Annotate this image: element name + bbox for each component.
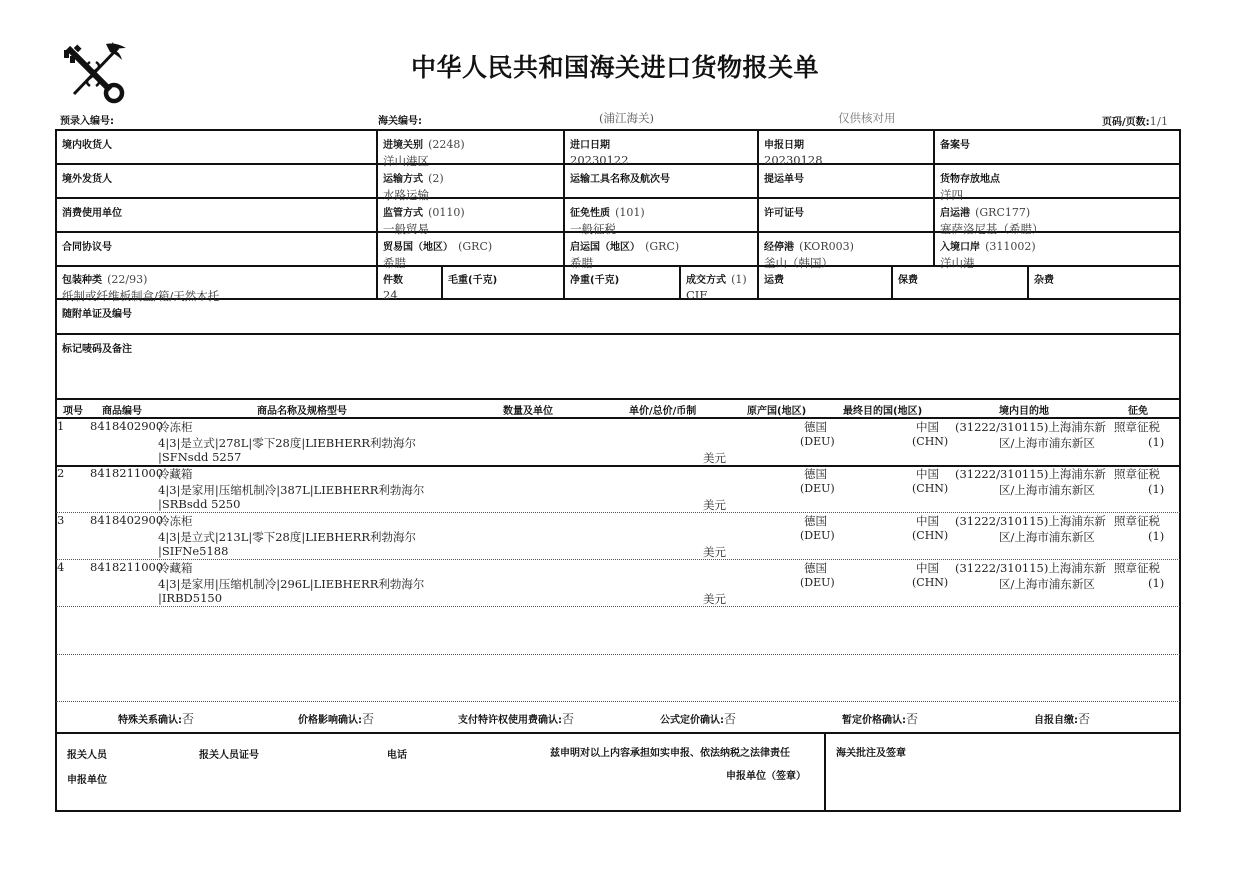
item-model: |SRBsdd 5250 [158,497,241,511]
item-name: 冷藏箱 [158,561,193,575]
page-title: 中华人民共和国海关进口货物报关单 [410,53,819,82]
item-destination-code: (CHN) [912,529,949,542]
item-spec: 4|3|是立式|213L|零下28度|LIEBHERR利勃海尔 [158,530,416,544]
col-header-origin: 原产国(地区) [747,406,807,417]
item-hs-code: 8418211000 [90,560,164,574]
field-marks-remarks: 标记唛码及备注 [62,344,132,355]
page-value: 1/1 [1149,114,1169,128]
item-origin-code: (DEU) [800,435,835,448]
item-model: |SIFNe5188 [158,544,229,558]
item-destination-code: (CHN) [912,576,949,589]
field-bill-no: 提运单号 [764,174,804,185]
field-trade-terms: 成交方式 (1) CIF [686,273,747,302]
field-freight: 运费 [764,275,784,286]
item-levy: 照章征税 [1114,514,1160,528]
item-name: 冷藏箱 [158,467,193,481]
pre-entry-no-label: 预录入编号: [60,116,114,127]
item-model: |IRBD5150 [158,591,223,605]
item-domestic-dest: (31222/310115)上海浦东新 [955,514,1106,528]
field-trade-country: 贸易国（地区） (GRC) 希腊 [383,240,493,270]
customs-endorsement-label: 海关批注及签章 [836,748,906,759]
item-origin: 德国 [804,467,827,481]
table-row [57,419,1179,466]
field-net-weight: 净重(千克) [570,275,620,286]
item-levy: 照章征税 [1114,561,1160,575]
confirm-special-relationship: 特殊关系确认:否 [118,712,195,726]
item-destination-code: (CHN) [912,435,949,448]
item-origin: 德国 [804,561,827,575]
item-destination: 中国 [916,467,939,481]
item-origin-code: (DEU) [800,529,835,542]
phone-label: 电话 [387,750,407,761]
item-origin: 德国 [804,514,827,528]
col-header-hs-code: 商品编号 [102,406,142,417]
item-spec: 4|3|是家用|压缩机制冷|296L|LIEBHERR利勃海尔 [158,577,425,591]
confirm-provisional-price: 暂定价格确认:否 [842,712,919,726]
field-record-no: 备案号 [940,140,970,151]
item-spec: 4|3|是家用|压缩机制冷|387L|LIEBHERR利勃海尔 [158,483,425,497]
field-shipper: 境外发货人 [62,174,112,185]
field-entry-customs: 进境关别 (2248) 洋山港区 [383,138,465,168]
item-hs-code: 8418402900 [90,513,164,527]
field-misc-fees: 杂费 [1034,275,1054,286]
field-entry-port: 入境口岸 (311002) 洋山港 [940,240,1036,270]
item-hs-code: 8418211000 [90,466,164,480]
col-header-domestic-dest: 境内目的地 [999,406,1049,417]
item-name: 冷冻柜 [158,420,193,434]
field-storage: 货物存放地点 洋四 [940,174,1000,202]
page-indicator [1102,110,1168,129]
item-levy-code: (1) [1148,529,1165,543]
field-license: 许可证号 [764,208,804,219]
field-contract: 合同协议号 [62,242,112,253]
field-declare-date: 申报日期 20230128 [764,140,823,167]
item-destination: 中国 [916,514,939,528]
col-header-name-spec: 商品名称及规格型号 [257,406,347,417]
col-header-quantity: 数量及单位 [503,406,553,417]
item-levy: 照章征税 [1114,420,1160,434]
page-label: 页码/页数: [1102,117,1150,128]
col-header-destination: 最终目的国(地区) [843,406,923,417]
confirm-self-declare-pay: 自报自缴:否 [1034,712,1091,726]
field-departure-port: 启运港 (GRC177) 塞萨洛尼基（希腊） [940,206,1044,236]
item-domestic-dest-2: 区/上海市浦东新区 [999,483,1095,497]
item-destination-code: (CHN) [912,482,949,495]
customs-office: (浦江海关) [599,111,654,125]
field-pieces: 件数 24 [383,275,403,302]
field-import-date: 进口日期 20230122 [570,140,629,167]
item-destination: 中国 [916,561,939,575]
item-origin-code: (DEU) [800,576,835,589]
item-levy-code: (1) [1148,435,1165,449]
item-no: 3 [57,513,65,527]
item-hs-code: 8418402900 [90,419,164,433]
item-currency: 美元 [703,545,726,559]
field-consignee: 境内收货人 [62,140,112,151]
declarant-label: 报关人员 [67,750,107,761]
confirm-price-influence: 价格影响确认:否 [298,712,375,726]
table-row [57,560,1179,607]
confirm-royalty-payment: 支付特许权使用费确认:否 [458,712,575,726]
table-row [57,513,1179,560]
field-attached-docs: 随附单证及编号 [62,309,132,320]
confirm-formula-pricing: 公式定价确认:否 [660,712,737,726]
field-gross-weight: 毛重(千克) [448,275,498,286]
item-domestic-dest-2: 区/上海市浦东新区 [999,577,1095,591]
item-destination: 中国 [916,420,939,434]
item-no: 4 [57,560,65,574]
item-currency: 美元 [703,451,726,465]
item-domestic-dest-2: 区/上海市浦东新区 [999,436,1095,450]
legal-statement: 兹申明对以上内容承担如实申报、依法纳税之法律责任 [550,748,790,759]
field-supervision: 监管方式 (0110) 一般贸易 [383,206,465,236]
field-levy-nature: 征免性质 (101) 一般征税 [570,206,645,236]
declaring-unit-seal: 申报单位（签章） [726,771,806,782]
customs-no-label: 海关编号: [378,116,422,127]
field-package-type: 包装种类 (22/93) 纸制或纤维板制盒/箱/天然木托 [62,273,220,303]
item-levy: 照章征税 [1114,467,1160,481]
field-origin-country: 启运国（地区） (GRC) 希腊 [570,240,680,270]
item-currency: 美元 [703,592,726,606]
table-row [57,466,1179,513]
col-header-item-no: 项号 [63,406,83,417]
item-spec: 4|3|是立式|278L|零下28度|LIEBHERR利勃海尔 [158,436,416,450]
watermark-text: 仅供核对用 [838,111,896,125]
item-origin: 德国 [804,420,827,434]
item-domestic-dest-2: 区/上海市浦东新区 [999,530,1095,544]
item-no: 2 [57,466,65,480]
item-domestic-dest: (31222/310115)上海浦东新 [955,420,1106,434]
item-origin-code: (DEU) [800,482,835,495]
item-no: 1 [57,419,65,433]
field-insurance: 保费 [898,275,918,286]
item-levy-code: (1) [1148,576,1165,590]
item-domestic-dest: (31222/310115)上海浦东新 [955,561,1106,575]
item-domestic-dest: (31222/310115)上海浦东新 [955,467,1106,481]
field-vessel: 运输工具名称及航次号 [570,174,670,185]
item-model: |SFNsdd 5257 [158,450,242,464]
declarant-cert-label: 报关人员证号 [199,750,259,761]
field-transport-mode: 运输方式 (2) 水路运输 [383,172,444,202]
field-consumer: 消费使用单位 [62,208,122,219]
item-name: 冷冻柜 [158,514,193,528]
col-header-levy: 征免 [1128,406,1148,417]
declaring-unit-label: 申报单位 [67,775,107,786]
item-levy-code: (1) [1148,482,1165,496]
item-currency: 美元 [703,498,726,512]
col-header-price: 单价/总价/币制 [629,406,697,417]
field-transit-port: 经停港 (KOR003) 釜山（韩国） [764,240,854,270]
